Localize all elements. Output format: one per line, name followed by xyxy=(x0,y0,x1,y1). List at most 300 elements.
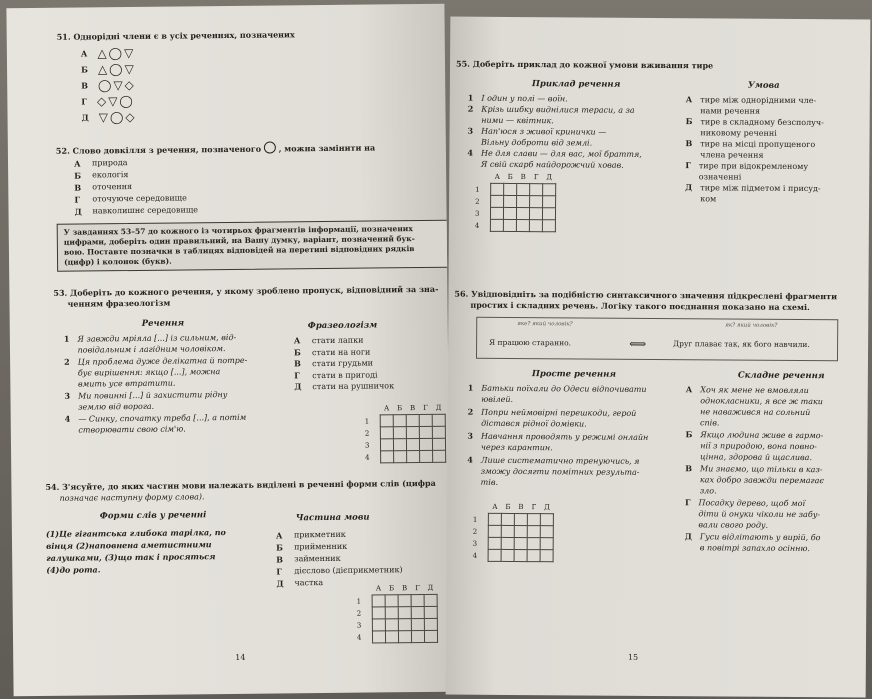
grid-cell[interactable] xyxy=(490,207,503,219)
grid-cell[interactable] xyxy=(542,208,555,220)
grid-cell[interactable] xyxy=(372,631,385,643)
q53-sentence-body xyxy=(78,389,228,413)
q55-condition-line: означенні xyxy=(698,172,742,182)
grid-cell[interactable] xyxy=(385,631,398,643)
instructions-box xyxy=(57,220,452,272)
q56-complex-line: Якщо людина живе в гармо- xyxy=(700,430,824,441)
q55-example-body xyxy=(481,126,606,149)
grid-cell[interactable] xyxy=(424,618,437,630)
q53-sentence-line: — Синку, спочатку треба [...], а потім xyxy=(78,412,247,424)
q56-simple xyxy=(468,383,684,407)
q56-simple xyxy=(467,431,683,455)
grid-row xyxy=(365,414,446,427)
grid-column-label: Д xyxy=(435,403,442,412)
grid-row-label: 2 xyxy=(472,527,478,536)
scheme-right-label: як? який чоловік? xyxy=(725,322,778,329)
grid-cell[interactable] xyxy=(514,526,527,538)
q54-part-letter: В xyxy=(276,554,284,565)
shape-icons: ◇▽◯ xyxy=(96,93,135,109)
grid-cell[interactable] xyxy=(514,550,527,562)
q56-simple-body xyxy=(481,383,646,406)
instruction-line: цифрами, доберіть один правильний, на Вашу думку, варіант, позначений бук- xyxy=(63,234,415,247)
grid-cell[interactable] xyxy=(407,451,420,463)
grid-cell[interactable] xyxy=(398,607,411,619)
q51-title: 51. Однорідні члени є в усіх реченнях, позначених xyxy=(56,29,295,42)
grid-row-label: 3 xyxy=(472,539,478,548)
q56-complex-line: вали свого роду. xyxy=(698,520,769,530)
grid-cell[interactable] xyxy=(420,450,433,462)
grid-cell[interactable] xyxy=(540,550,553,562)
q55-example-body xyxy=(481,104,635,127)
q56-title-2: простих і складних речень. Логіку такого поєднання показано на схемі. xyxy=(470,299,810,313)
grid-row-label: 1 xyxy=(472,515,478,524)
q53-sentence-line: створювати свою сім'ю. xyxy=(78,424,186,435)
grid-cell[interactable] xyxy=(424,594,437,606)
grid-cell[interactable] xyxy=(517,196,530,208)
q56-complex-line: нії з природою, вона повно- xyxy=(700,441,817,452)
q54-part-text: прикметник xyxy=(293,529,346,540)
grid-row-label: 1 xyxy=(364,417,370,426)
grid-row-label: 3 xyxy=(356,621,362,630)
grid-column-label: В xyxy=(401,584,408,593)
q55-condition-line: ком xyxy=(700,194,717,204)
answer-grid-table xyxy=(356,582,438,644)
instruction-line: (цифр) і колонок (букв). xyxy=(64,256,172,267)
grid-cell[interactable] xyxy=(504,195,517,207)
q53-sentences xyxy=(64,331,295,436)
grid-cell[interactable] xyxy=(540,538,553,550)
grid-cell[interactable] xyxy=(380,415,393,427)
q53-title-2: ченням фразеологізм xyxy=(67,297,171,309)
grid-row-label: 4 xyxy=(474,221,480,230)
grid-column-label: Б xyxy=(396,404,403,413)
grid-cell[interactable] xyxy=(488,549,501,561)
grid-corner xyxy=(473,501,489,514)
q55-example-line: ними — квітник. xyxy=(481,115,554,126)
grid-column-label: Г xyxy=(533,173,539,182)
grid-cell[interactable] xyxy=(527,514,540,526)
page-number: 14 xyxy=(235,652,246,662)
grid-cell[interactable] xyxy=(501,525,514,537)
q54-part-letter: Б xyxy=(276,542,283,553)
q52-option-text: оточення xyxy=(92,182,133,192)
grid-row xyxy=(473,525,554,538)
q56-col2-header: Складне речення xyxy=(737,370,825,382)
q53-phrase-text: стати в пригоді xyxy=(312,369,378,380)
q56-complex-body xyxy=(700,384,823,429)
grid-cell[interactable] xyxy=(501,513,514,525)
q53-sentence-marker: 4 xyxy=(64,413,71,424)
q56-complex-line: в повітрі запахло осінню. xyxy=(699,543,811,554)
answer-grid-table xyxy=(475,171,556,233)
q56-simple-sentences xyxy=(467,383,684,492)
q56-title: 56. Увідповідніть за подібністю синтаксичного значення підкреслені фрагменти xyxy=(454,288,838,302)
q52-option-text: природа xyxy=(91,158,128,168)
grid-row xyxy=(357,618,438,631)
grid-header-row xyxy=(365,402,446,415)
q55-example xyxy=(467,126,677,149)
grid-cell[interactable] xyxy=(411,630,424,642)
q51-options xyxy=(81,45,137,126)
q56-complex-body xyxy=(700,429,823,463)
q55-condition-line: тире між підметом і присуд- xyxy=(700,183,821,194)
grid-cell[interactable] xyxy=(372,619,385,631)
q53-sentence-line: Ми повинні [...] й захистити рідну xyxy=(78,390,228,401)
q56-simple-marker: 1 xyxy=(467,382,474,393)
q54-sentence xyxy=(46,526,276,576)
grid-row xyxy=(365,450,446,463)
q55-example-marker: 3 xyxy=(467,125,474,136)
grid-cell[interactable] xyxy=(432,414,445,426)
grid-cell[interactable] xyxy=(406,427,419,439)
grid-cell[interactable] xyxy=(393,427,406,439)
grid-row-label: 3 xyxy=(364,441,370,450)
grid-cell[interactable] xyxy=(411,594,424,606)
grid-cell[interactable] xyxy=(385,595,398,607)
q51-option-letter: А xyxy=(80,48,88,59)
instruction-line: У завданнях 53–57 до кожного із чотирьох фрагментів інформації, позначених xyxy=(63,224,413,237)
grid-cell[interactable] xyxy=(406,439,419,451)
grid-cell[interactable] xyxy=(488,537,501,549)
q53-sentence xyxy=(64,354,294,389)
q56-complex-line: ках добро завжди перемагає xyxy=(699,475,824,486)
q53-phrase-text: стати грудьми xyxy=(312,358,374,369)
q54-part-text: прийменник xyxy=(294,541,348,552)
q56-col1-header: Просте речення xyxy=(531,369,617,380)
q55-answer-grid xyxy=(475,171,556,233)
grid-column-label: Г xyxy=(531,503,537,512)
q54-part-letter: Г xyxy=(276,566,282,577)
answer-grid-table xyxy=(365,402,447,464)
q56-complex-body xyxy=(700,463,824,497)
q55-condition xyxy=(685,138,865,161)
q56-complex-line: Ми знаємо, що тільки в каз- xyxy=(699,464,823,475)
grid-cell[interactable] xyxy=(517,184,530,196)
grid-cell[interactable] xyxy=(381,451,394,463)
q55-condition-body xyxy=(700,182,820,205)
q55-condition xyxy=(685,160,865,183)
grid-column-label: Б xyxy=(507,172,513,181)
q56-complex-line: цінна, здорова й щаслива. xyxy=(700,452,813,463)
grid-corner xyxy=(475,171,491,184)
q53-sentence xyxy=(65,411,295,435)
q53-sentence-body xyxy=(77,332,236,356)
q52-options xyxy=(74,156,198,217)
q55-condition-body xyxy=(700,116,824,139)
q51-option-letter: Г xyxy=(81,96,87,107)
grid-cell[interactable] xyxy=(504,183,517,195)
q56-simple-line: зможу досягти помітних результа- xyxy=(480,466,640,477)
grid-row-label: 4 xyxy=(365,453,370,462)
grid-row-label: 4 xyxy=(356,633,362,642)
grid-cell[interactable] xyxy=(393,439,406,451)
grid-column-label: Б xyxy=(388,584,395,593)
q51-option xyxy=(81,109,136,126)
q55-condition-body xyxy=(700,94,816,117)
q51-option-letter: Д xyxy=(81,112,89,123)
q55-condition xyxy=(686,116,866,139)
q54-title-2: позначає наступну форму слова). xyxy=(59,492,205,503)
grid-row-label: 1 xyxy=(356,597,362,606)
q55-example-body xyxy=(481,148,642,171)
grid-cell[interactable] xyxy=(411,618,424,630)
q56-complex-marker: Д xyxy=(684,531,692,542)
grid-row xyxy=(475,207,556,220)
q53-sentence-marker: 1 xyxy=(63,333,70,344)
q53-col1-header: Речення xyxy=(141,318,185,329)
grid-header-row xyxy=(356,582,437,595)
q52-option-text: екологія xyxy=(92,170,129,180)
q55-example-line: Крізь шибку виднілися тераси, а за xyxy=(481,104,635,115)
grid-column-label: В xyxy=(518,503,524,512)
q55-example-body xyxy=(481,93,567,105)
grid-cell[interactable] xyxy=(543,196,556,208)
q54-part-text: частка xyxy=(294,578,324,588)
q55-condition-body xyxy=(699,160,808,183)
q55-example-marker: 4 xyxy=(467,147,474,158)
q53-phrase-letter: Б xyxy=(293,346,301,357)
q55-example-line: Не для слави — для вас, мої браття, xyxy=(480,148,642,159)
q56-complex-line: Гуси відлітають у вирій, бо xyxy=(699,532,821,543)
grid-cell[interactable] xyxy=(419,438,432,450)
grid-cell[interactable] xyxy=(424,630,437,642)
q55-condition-line: члена речення xyxy=(700,150,764,160)
q53-phrases xyxy=(294,334,394,393)
q53-sentence xyxy=(64,331,294,355)
q56-simple-line: Батьки поїхали до Одеси відпочивати xyxy=(481,383,647,394)
grid-cell[interactable] xyxy=(419,414,432,426)
grid-cell[interactable] xyxy=(527,526,540,538)
grid-cell[interactable] xyxy=(503,207,516,219)
q56-simple-line: через карантин. xyxy=(480,442,553,453)
q55-example-marker: 1 xyxy=(467,92,474,103)
q56-complex-line: Хоч як мене не вмовляли xyxy=(700,385,809,396)
q54-col1-header: Форми слів у реченні xyxy=(99,510,207,522)
grid-cell[interactable] xyxy=(394,451,407,463)
q55-example xyxy=(468,104,678,127)
q53-phrase-text: стати на ноги xyxy=(311,347,371,357)
grid-cell[interactable] xyxy=(527,550,540,562)
grid-cell[interactable] xyxy=(488,513,501,525)
grid-column-label: Г xyxy=(423,403,428,412)
q54-part-text: дієслово (дієприкметник) xyxy=(294,565,403,576)
grid-column-label: А xyxy=(383,404,390,413)
grid-row-label: 2 xyxy=(475,197,480,206)
grid-cell[interactable] xyxy=(372,595,385,607)
q54-part-letter: Д xyxy=(276,578,284,589)
grid-corner xyxy=(356,583,372,596)
grid-cell[interactable] xyxy=(406,415,419,427)
q56-complex-line: діти й онуки чіколи не забу- xyxy=(698,509,821,520)
grid-column-label: Б xyxy=(505,502,511,511)
q55-example-line: Я свій скарб найдорожчий ховав. xyxy=(480,159,624,170)
q56-complex-body xyxy=(698,497,820,531)
q52-option-letter: А xyxy=(73,158,81,169)
q56-simple-line: Лише систематично тренуючись, я xyxy=(480,455,640,466)
grid-cell[interactable] xyxy=(514,538,527,550)
grid-cell[interactable] xyxy=(530,184,543,196)
grid-row xyxy=(357,594,438,607)
q56-complex-line: не наважився на сольний xyxy=(700,407,811,418)
answer-grid-table xyxy=(473,501,554,563)
scheme-left-label: яке? який чоловік? xyxy=(517,321,573,328)
q54-part-text: займенник xyxy=(294,553,341,564)
q51-option xyxy=(81,61,136,78)
grid-row-label: 2 xyxy=(364,429,370,438)
q55-condition xyxy=(686,94,866,117)
q53-sentence-line: бує вирішення: якщо [...], можна xyxy=(77,367,221,378)
grid-header-row xyxy=(475,171,556,184)
q56-complex xyxy=(685,463,865,497)
q56-complex xyxy=(685,531,865,554)
q55-condition-marker: Б xyxy=(685,116,693,127)
grid-cell[interactable] xyxy=(503,219,516,231)
grid-row-label: 4 xyxy=(472,551,478,560)
q55-example xyxy=(467,148,677,171)
grid-row xyxy=(365,438,446,451)
grid-column-label: Д xyxy=(427,583,434,592)
grid-cell[interactable] xyxy=(398,631,411,643)
q55-condition-line: нами речення xyxy=(700,106,761,116)
grid-cell[interactable] xyxy=(530,196,543,208)
grid-cell[interactable] xyxy=(501,549,514,561)
grid-cell[interactable] xyxy=(424,606,437,618)
grid-row-label: 2 xyxy=(356,609,362,618)
q51-option xyxy=(81,93,136,110)
q55-example-line: Нап'юся з живої кринички — xyxy=(481,126,607,137)
q56-simple-body xyxy=(481,455,640,489)
q54-sentence-line: галушками, (3)що так і просяться xyxy=(46,551,216,563)
q56-complex-body xyxy=(700,531,821,554)
grid-cell[interactable] xyxy=(516,220,529,232)
q54-answer-grid xyxy=(356,582,438,644)
q54-parts xyxy=(276,528,403,589)
q56-simple xyxy=(467,407,683,431)
q53-phrase-letter: В xyxy=(294,358,301,369)
q53-sentence-line: Ця проблема дуже делікатна й потре- xyxy=(77,355,248,367)
double-arrow-icon: ⟺ xyxy=(629,336,647,351)
q54-sentence-line: (1)Це гігантська глибока тарілка, по xyxy=(45,527,226,539)
q53-sentence-line: вмить усе втратити. xyxy=(77,378,176,389)
q54-part xyxy=(276,564,402,577)
scheme-right-text: Друг плаває так, як бого навчили. xyxy=(673,339,810,350)
q54-sentence-line: вінця (2)наповнена аметистними xyxy=(45,539,212,551)
q56-complex xyxy=(685,497,865,531)
q53-sentence-line: Я завжди мріяла [...] із сильним, від- xyxy=(77,332,237,344)
grid-cell[interactable] xyxy=(488,525,501,537)
instruction-line: вою. Поставте позначки в таблицях відповідей на перетині відповідних рядків xyxy=(63,244,415,257)
q52-option-letter: Д xyxy=(74,206,82,217)
q56-simple-marker: 3 xyxy=(467,430,474,441)
grid-cell[interactable] xyxy=(529,220,542,232)
grid-header-row xyxy=(473,501,554,514)
q56-complex-line: зло. xyxy=(699,486,717,496)
q53-sentence-body xyxy=(78,412,246,436)
grid-cell[interactable] xyxy=(501,537,514,549)
grid-row xyxy=(473,537,554,550)
grid-cell[interactable] xyxy=(398,619,411,631)
grid-cell[interactable] xyxy=(540,514,553,526)
q55-title: 55. Доберіть приклад до кожної умови вживання тире xyxy=(456,58,714,71)
grid-row xyxy=(475,219,556,232)
grid-cell[interactable] xyxy=(372,607,385,619)
grid-column-label: А xyxy=(494,172,500,181)
q56-complex-marker: В xyxy=(685,463,693,474)
grid-cell[interactable] xyxy=(514,514,527,526)
q55-example-marker: 2 xyxy=(467,103,474,114)
q56-complex-sentences xyxy=(685,384,866,555)
grid-cell[interactable] xyxy=(380,439,393,451)
grid-cell[interactable] xyxy=(527,538,540,550)
q55-condition xyxy=(685,182,865,205)
grid-cell[interactable] xyxy=(529,208,542,220)
q55-example-line: І один у полі — воїн. xyxy=(481,93,568,104)
q56-complex-marker: А xyxy=(685,384,693,395)
grid-cell[interactable] xyxy=(411,606,424,618)
q55-condition-line: тире на місці пропущеного xyxy=(700,139,816,150)
q55-condition-marker: Г xyxy=(685,160,691,171)
q56-simple-line: ювілей. xyxy=(481,394,514,404)
q56-simple-line: тів. xyxy=(480,477,499,487)
grid-row xyxy=(473,549,554,562)
q52-option-text: навколишнє середовище xyxy=(92,205,199,216)
q55-condition-line: тире в складному безсполуч- xyxy=(700,117,824,128)
q56-simple-line: дістався рідної домівки. xyxy=(481,418,587,429)
left-page xyxy=(6,4,451,697)
grid-cell[interactable] xyxy=(491,183,504,195)
q52-option-letter: Г xyxy=(74,194,80,205)
grid-cell[interactable] xyxy=(432,438,445,450)
grid-column-label: А xyxy=(375,584,382,593)
grid-cell[interactable] xyxy=(393,415,406,427)
grid-cell[interactable] xyxy=(432,426,445,438)
q56-complex-line: однокласники, я все ж таки xyxy=(700,396,823,407)
q56-scheme xyxy=(476,317,838,362)
q56-simple-marker: 4 xyxy=(467,454,473,465)
grid-cell[interactable] xyxy=(385,607,398,619)
grid-cell[interactable] xyxy=(516,208,529,220)
q53-sentence xyxy=(64,388,294,412)
right-page xyxy=(446,17,871,698)
q51-option xyxy=(81,45,136,62)
q53-phrase-text: стати на рушничок xyxy=(312,381,395,392)
q54-sentence-line: (4)до рота. xyxy=(46,564,101,575)
grid-cell[interactable] xyxy=(380,427,393,439)
shape-icons: △◯▽ xyxy=(97,45,136,61)
grid-cell[interactable] xyxy=(433,450,446,462)
grid-cell[interactable] xyxy=(543,184,556,196)
grid-cell[interactable] xyxy=(540,526,553,538)
grid-row xyxy=(365,426,446,439)
q53-phrase-text: стати лапки xyxy=(311,335,364,346)
grid-cell[interactable] xyxy=(398,595,411,607)
grid-cell[interactable] xyxy=(419,426,432,438)
grid-row xyxy=(475,183,556,196)
grid-cell[interactable] xyxy=(491,195,504,207)
q56-complex-line: спів. xyxy=(700,418,720,428)
grid-cell[interactable] xyxy=(385,619,398,631)
grid-row xyxy=(473,513,554,526)
q52-title xyxy=(56,140,375,156)
q53-sentence-line: повідальним і лагідним чоловіком. xyxy=(77,344,226,355)
grid-column-label: А xyxy=(492,502,498,511)
q54-part-letter: А xyxy=(275,530,283,541)
grid-cell[interactable] xyxy=(542,220,555,232)
q53-title: 53. Доберіть до кожного речення, у якому зроблено пропуск, відповідний за зна- xyxy=(53,283,439,298)
q55-condition-marker: В xyxy=(685,138,693,149)
q54-title: 54. З'ясуйте, до яких частин мови належать виділені в реченні форми слів (цифра xyxy=(45,477,436,492)
grid-cell[interactable] xyxy=(490,219,503,231)
